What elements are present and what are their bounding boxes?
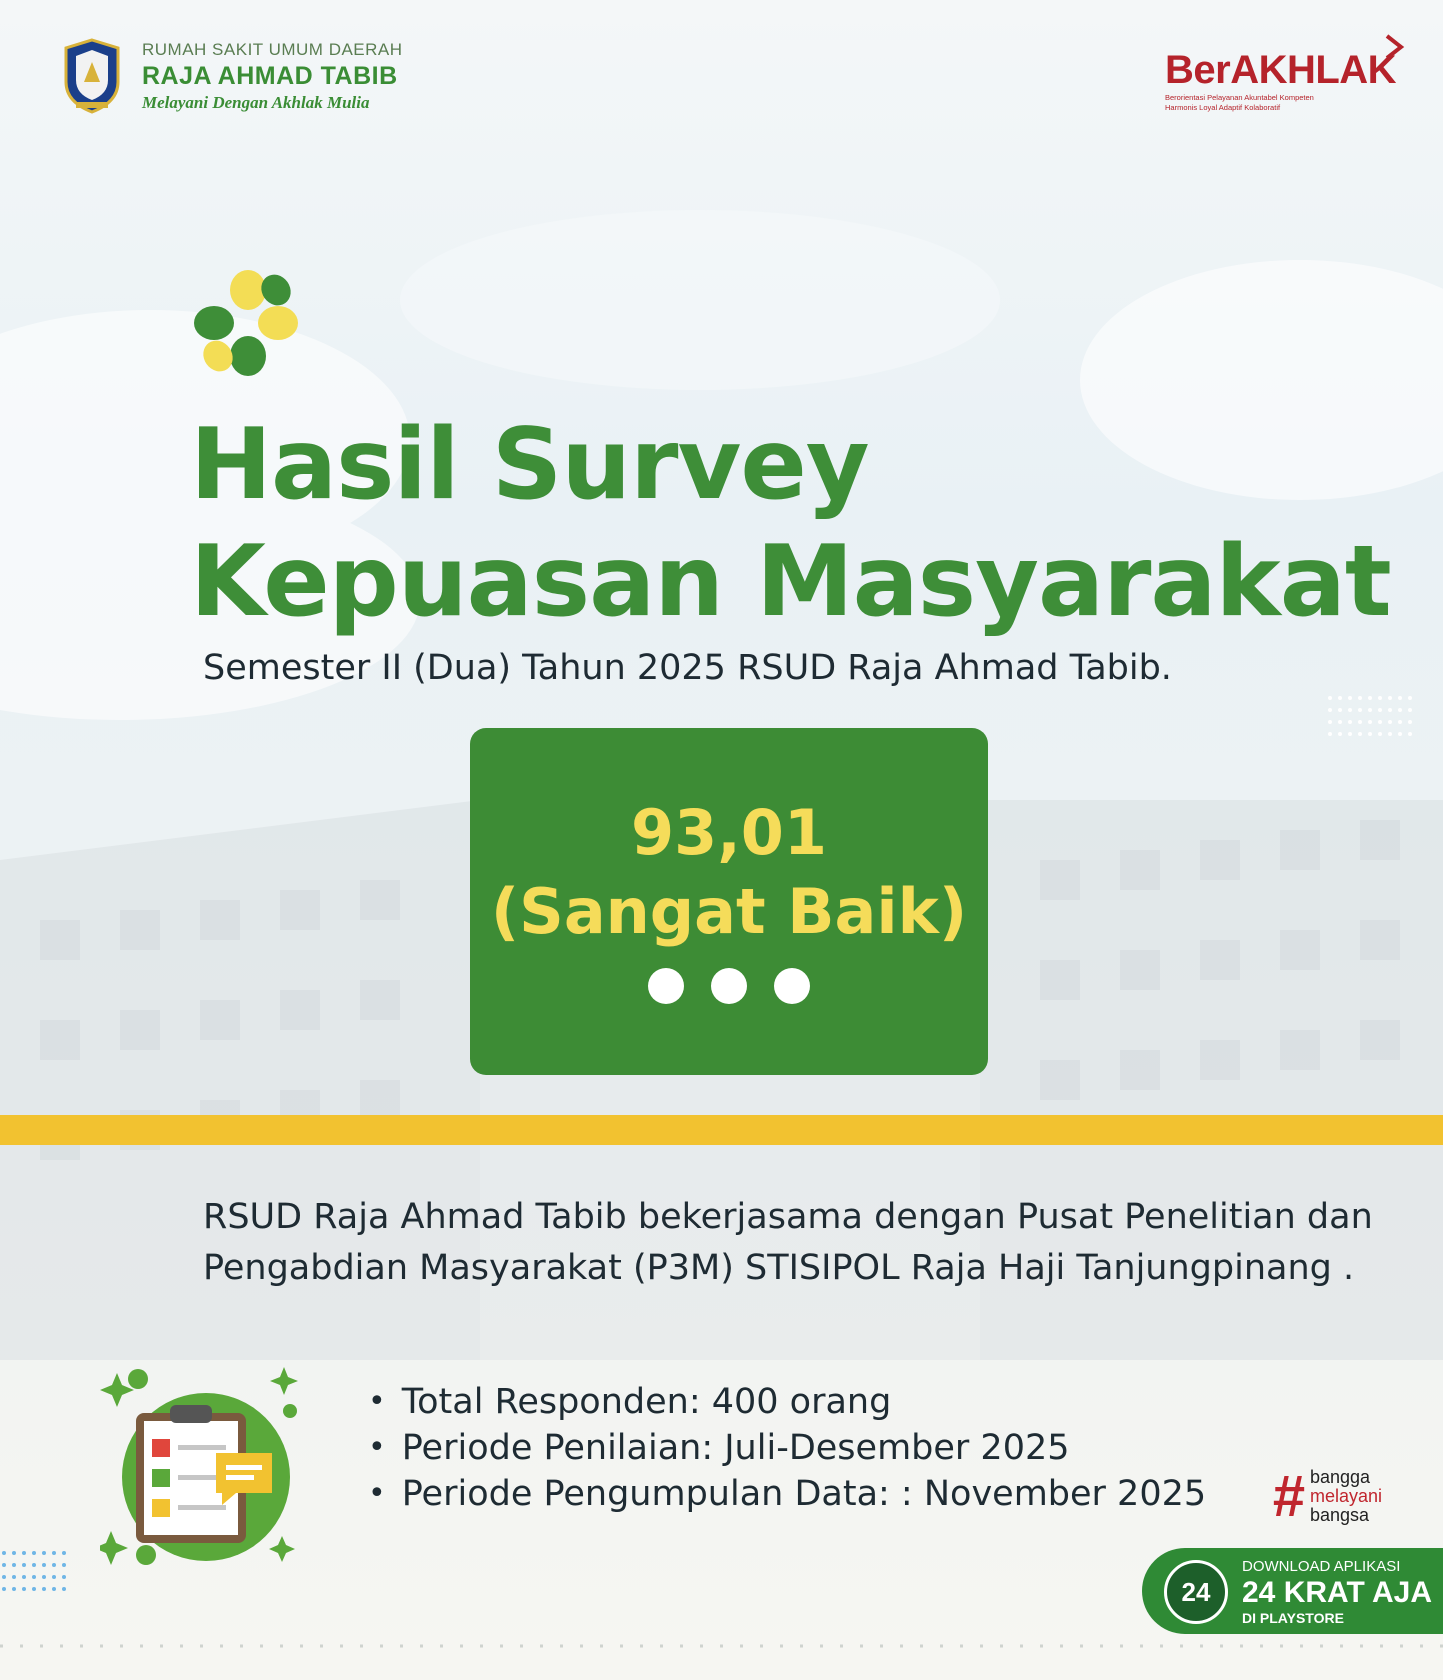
download-label: DOWNLOAD APLIKASI <box>1242 1558 1401 1575</box>
hospital-name: RAJA AHMAD TABIB <box>142 61 398 90</box>
dot-icon <box>711 968 747 1004</box>
berakhlak-wordmark: BerAKHLAK <box>1165 48 1397 92</box>
list-item: • Periode Pengumpulan Data: : November 2025 <box>368 1472 1206 1518</box>
melayani-word: melayani <box>1310 1486 1383 1506</box>
hospital-type-label: RUMAH SAKIT UMUM DAERAH <box>142 39 403 59</box>
hospital-tagline: Melayani Dengan Akhlak Mulia <box>142 92 370 112</box>
dot-icon <box>774 968 810 1004</box>
download-app-banner[interactable] <box>1142 1548 1443 1634</box>
berakhlak-line2: Harmonis Loyal Adaptif Kolaboratif <box>1165 103 1281 112</box>
description-text: RSUD Raja Ahmad Tabib bekerjasama dengan Pusat Penelitian dan Pengabdian Masyarakat (P3M) STISIPOL Raja Haji Tanjungpinang . <box>203 1197 1373 1288</box>
app-logo-icon: 24 <box>1164 1560 1228 1624</box>
hospital-logo <box>62 38 403 114</box>
bangga-word: bangga <box>1310 1467 1371 1487</box>
flower-decoration-icon <box>188 268 308 378</box>
chevron-right-icon <box>1383 34 1405 60</box>
berakhlak-logo <box>1165 48 1405 128</box>
list-item: • Total Responden: 400 orang <box>368 1380 1206 1426</box>
bangga-melayani-logo <box>1272 1464 1412 1530</box>
page-title-line2: Kepuasan Masyarakat <box>190 525 1391 639</box>
score-label: (Sangat Baik) <box>490 875 968 948</box>
hashtag-mark: # <box>1272 1464 1305 1529</box>
list-item: • Periode Penilaian: Juli-Desember 2025 <box>368 1426 1206 1472</box>
score-value: 93,01 <box>630 796 828 869</box>
dot-grid-decoration <box>1325 693 1415 739</box>
app-name: 24 KRAT AJA <box>1242 1576 1433 1609</box>
score-card <box>470 728 988 1075</box>
page-subtitle: Semester II (Dua) Tahun 2025 RSUD Raja Ahmad Tabib. <box>203 648 1172 688</box>
bangsa-word: bangsa <box>1310 1505 1370 1525</box>
survey-details-list <box>368 1380 1206 1518</box>
berakhlak-line1: Berorientasi Pelayanan Akuntabel Kompeten <box>1165 93 1314 102</box>
dotted-line-decoration <box>0 1644 1443 1648</box>
page-title-line1: Hasil Survey <box>190 408 869 522</box>
dot-grid-decoration <box>0 1548 70 1594</box>
playstore-label: DI PLAYSTORE <box>1242 1610 1344 1626</box>
clipboard-checklist-icon <box>100 1365 300 1575</box>
dot-icon <box>648 968 684 1004</box>
score-dots <box>470 968 988 1004</box>
province-emblem-icon <box>62 38 122 114</box>
divider-bar <box>0 1115 1443 1145</box>
